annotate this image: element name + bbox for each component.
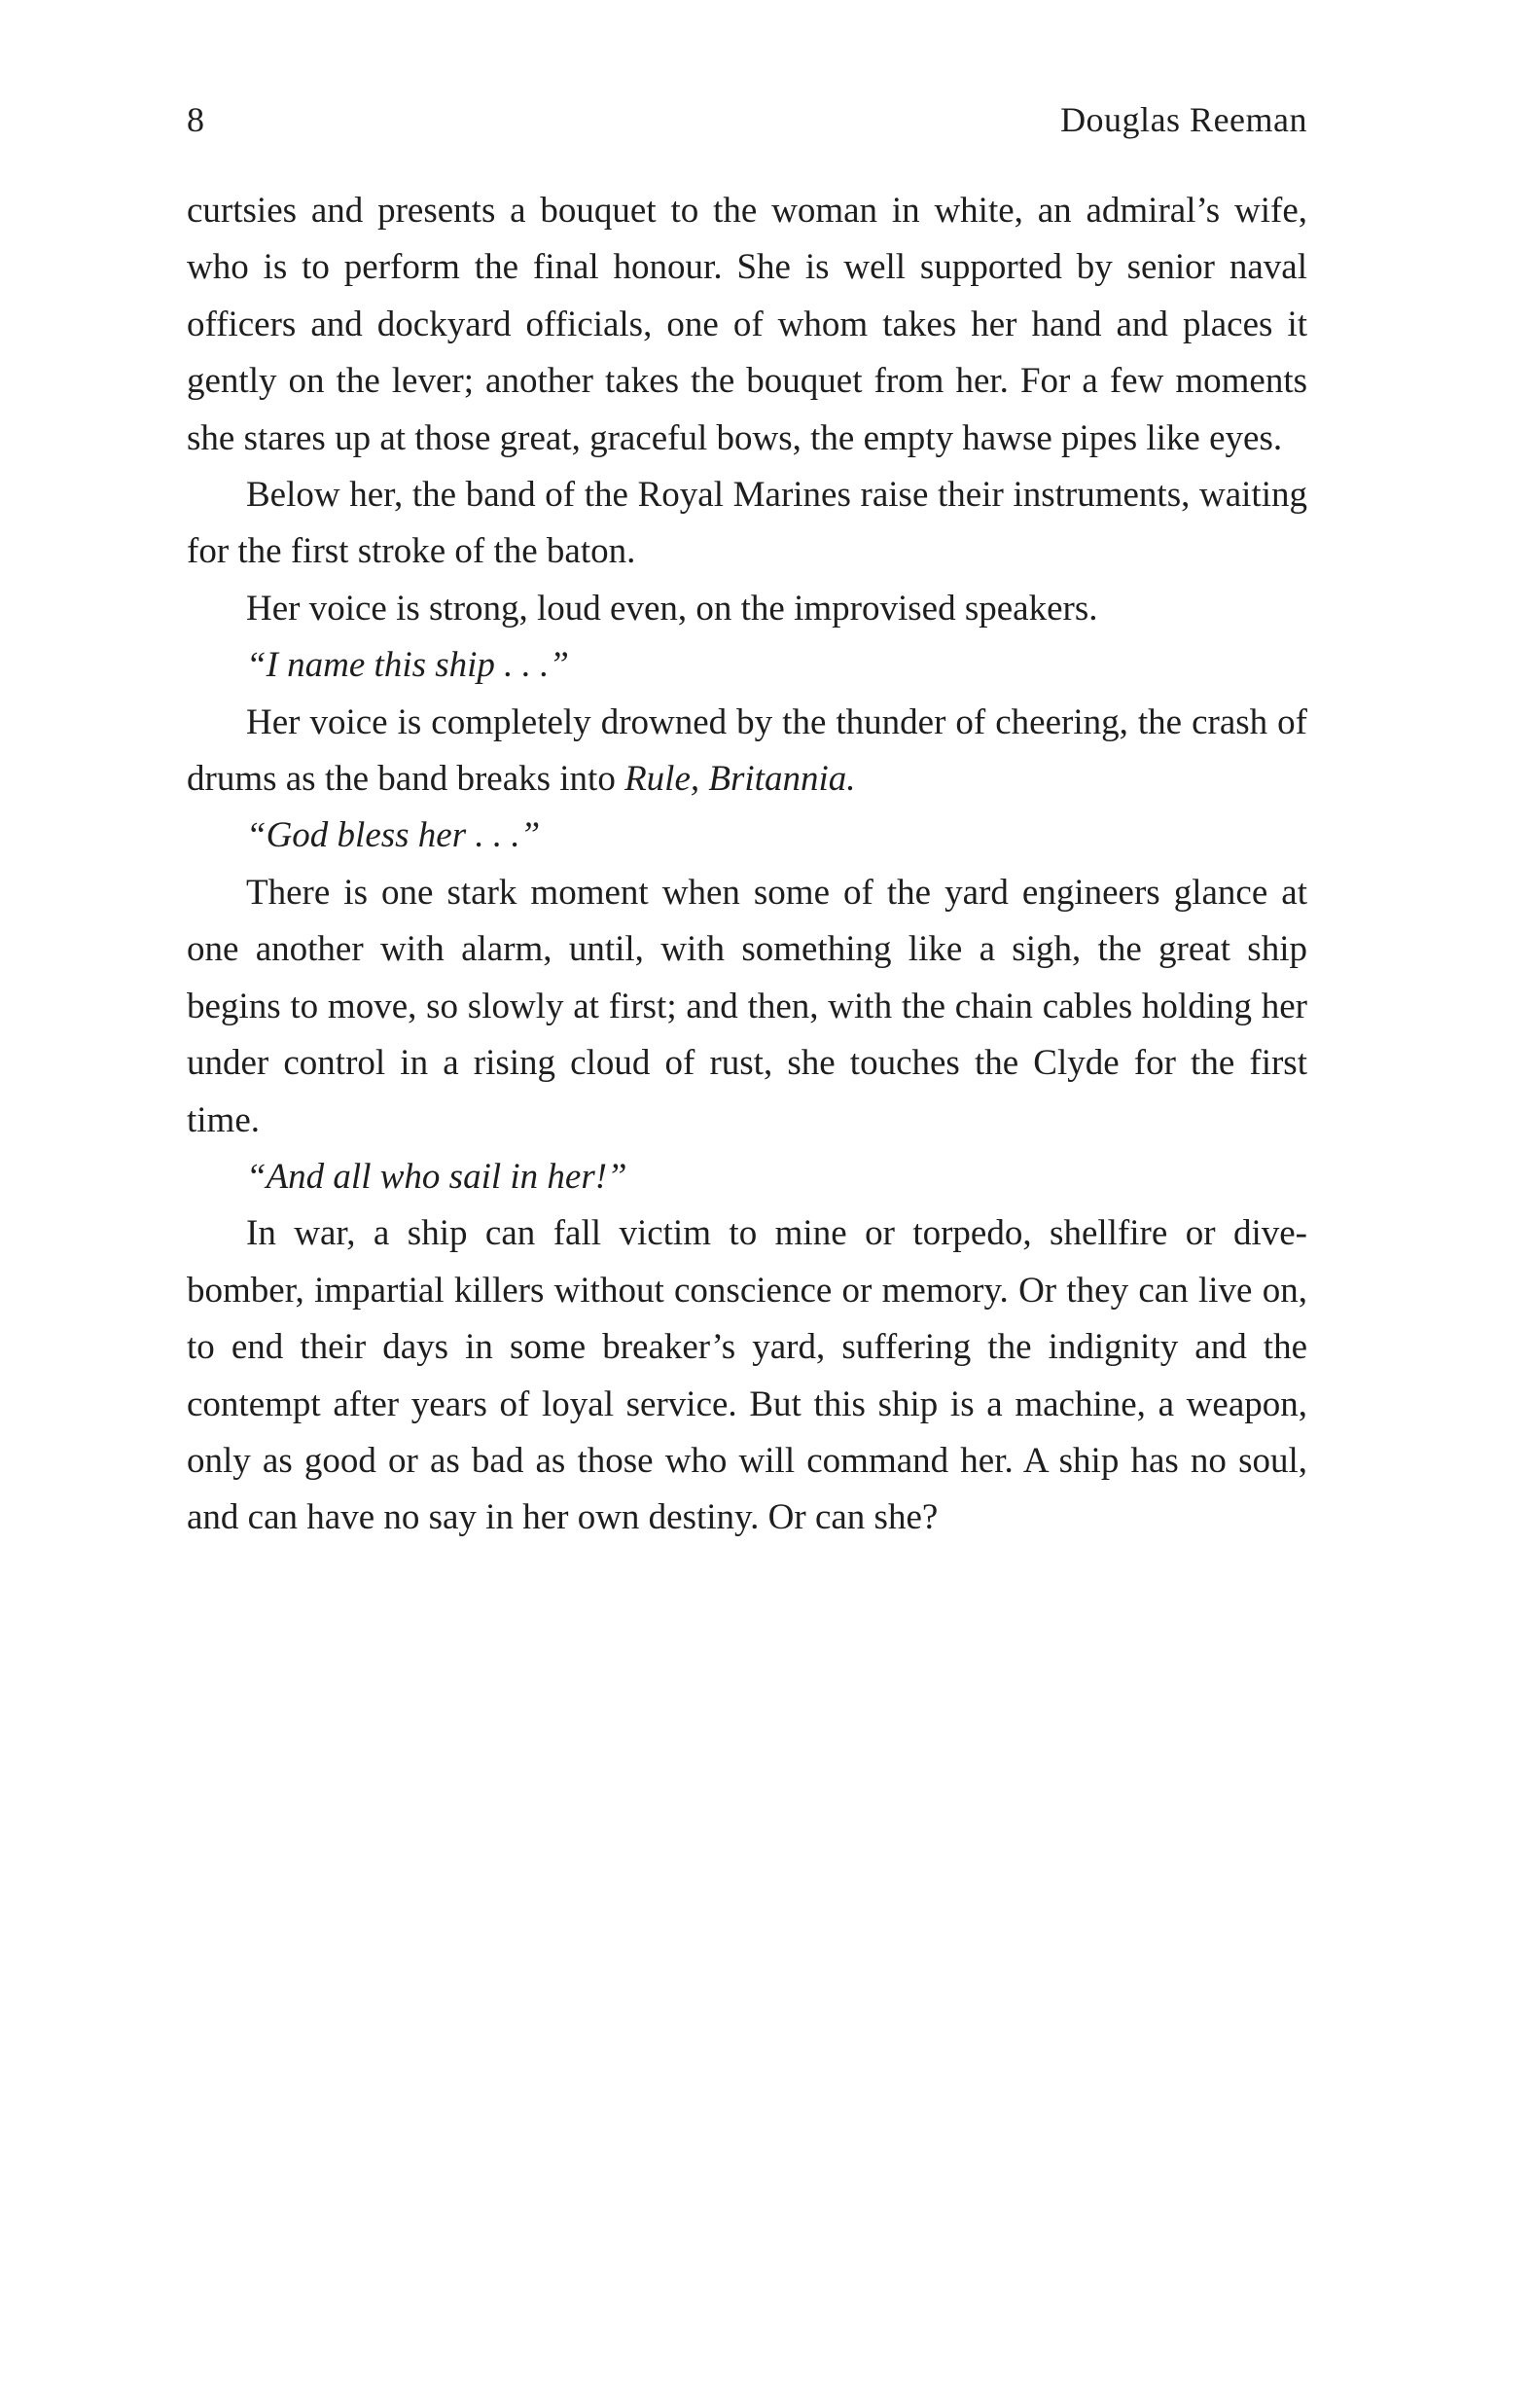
running-title: Douglas Reeman	[1060, 100, 1307, 139]
paragraph-continuation: curtsies and presents a bouquet to the woman in white, an admiral’s wife, who is to perform the final honour. She is well supported by senior naval officers and dockyard officials, one of whom takes her hand and places it gently on the lever; another takes the bouquet from her. For a few moments she stares up at those great, graceful bows, the empty hawse pipes like eyes.	[187, 191, 1307, 458]
speech-name-this-ship: “I name this ship . . .”	[246, 645, 570, 686]
paragraph-band: Below her, the band of the Royal Marines raise their instruments, waiting for the first stroke of the baton.	[187, 475, 1307, 572]
song-title: Rule, Britannia.	[624, 759, 856, 800]
paragraph-drowned-text: Her voice is completely drowned by the thunder of cheering, the crash of drums as the band breaks into	[187, 701, 1307, 800]
page-number: 8	[187, 100, 205, 139]
speech-god-bless: “God bless her . . .”	[246, 815, 541, 856]
paragraph-voice: Her voice is strong, loud even, on the improvised speakers.	[246, 588, 1098, 629]
paragraph-stark-moment: There is one stark moment when some of the yard engineers glance at one another with alarm, until, with something like a sigh, the great ship begins to move, so slowly at first; and then, with the chain cables holding her under control in a rising cloud of rust, she touches the Clyde for the first time.	[187, 872, 1307, 1140]
speech-all-who-sail: “And all who sail in her!”	[246, 1156, 627, 1197]
body-text	[187, 183, 1307, 1547]
running-head	[187, 95, 1307, 144]
paragraph-in-war: In war, a ship can fall victim to mine or torpedo, shellfire or dive-bomber, impartial killers without conscience or memory. Or they can live on, to end their days in some breaker’s yard, suffering the indignity and the contempt after years of loyal service. But this ship is a machine, a weapon, only as good or as bad as those who will command her. A ship has no soul, and can have no say in her own destiny. Or can she?	[187, 1213, 1307, 1538]
paragraph-drowned	[187, 695, 1307, 809]
book-page	[187, 95, 1307, 1547]
